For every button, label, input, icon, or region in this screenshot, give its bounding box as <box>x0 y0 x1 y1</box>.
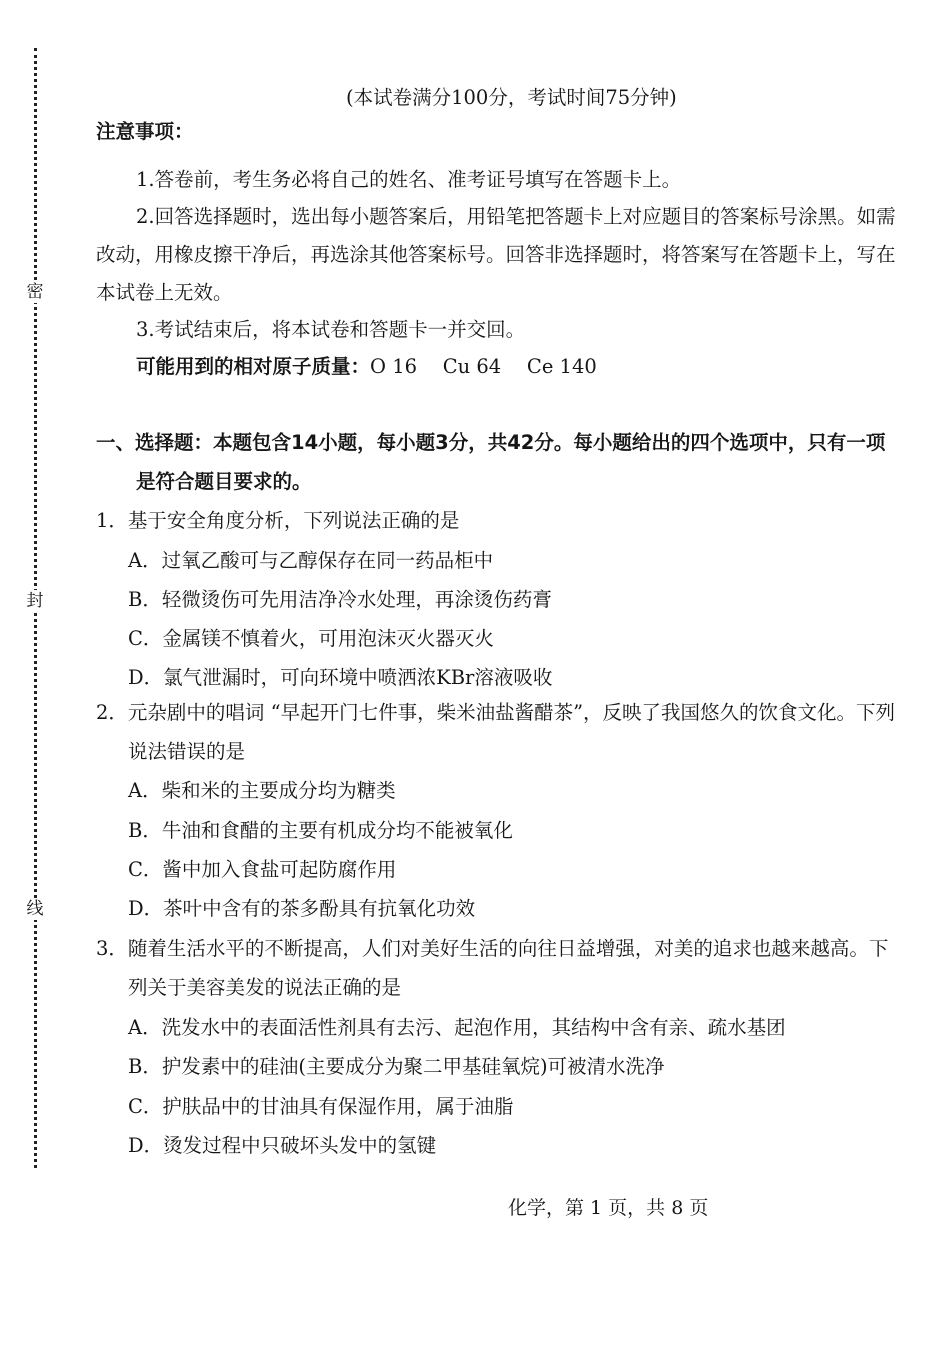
binding-mark-feng: 封 <box>23 590 47 612</box>
question-3-option-b: B．护发素中的硅油(主要成分为聚二甲基硅氧烷)可被清水洗净 <box>128 1055 665 1078</box>
question-2-stem-line-1: 2．元杂剧中的唱词 “早起开门七件事，柴米油盐酱醋茶”，反映了我国悠久的饮食文化。下列 <box>96 701 896 724</box>
question-2-option-b: B．牛油和食醋的主要有机成分均不能被氧化 <box>128 819 513 842</box>
notice-item-1: 1.答卷前，考生务必将自己的姓名、准考证号填写在答题卡上。 <box>136 168 682 191</box>
question-2-option-d: D．茶叶中含有的茶多酚具有抗氧化功效 <box>128 897 476 920</box>
binding-mark-mi: 密 <box>23 281 47 303</box>
section-heading-line-2: 是符合题目要求的。 <box>136 470 312 493</box>
notice-item-2-line-3: 本试卷上无效。 <box>96 281 233 304</box>
page-footer: 化学，第 1 页，共 8 页 <box>508 1197 709 1219</box>
notice-title: 注意事项： <box>96 120 194 143</box>
binding-mark-xian: 线 <box>23 898 47 920</box>
question-1-option-b: B．轻微烫伤可先用洁净冷水处理，再涂烫伤药膏 <box>128 588 552 611</box>
question-1-option-c: C．金属镁不慎着火，可用泡沫灭火器灭火 <box>128 627 494 650</box>
question-2-option-c: C．酱中加入食盐可起防腐作用 <box>128 858 397 881</box>
question-3-option-c: C．护肤品中的甘油具有保湿作用，属于油脂 <box>128 1095 514 1118</box>
atomic-mass-values: O 16 Cu 64 Ce 140 <box>370 355 597 378</box>
notice-item-2-line-1: 2.回答选择题时，选出每小题答案后，用铅笔把答题卡上对应题目的答案标号涂黑。如需 <box>136 205 896 228</box>
question-3-stem-line-2: 列关于美容美发的说法正确的是 <box>128 976 402 999</box>
question-2-option-a: A．柴和米的主要成分均为糖类 <box>128 779 396 802</box>
question-1-option-a: A．过氧乙酸可与乙醇保存在同一药品柜中 <box>128 549 494 572</box>
question-3-stem-line-1: 3．随着生活水平的不断提高，人们对美好生活的向往日益增强，对美的追求也越来越高。下 <box>96 937 889 960</box>
question-3-option-a: A．洗发水中的表面活性剂具有去污、起泡作用，其结构中含有亲、疏水基团 <box>128 1016 786 1039</box>
question-2-stem-line-2: 说法错误的是 <box>128 740 246 763</box>
question-1-option-d: D．氯气泄漏时，可向环境中喷洒浓KBr溶液吸收 <box>128 666 553 689</box>
atomic-mass-line <box>136 354 597 380</box>
exam-info: (本试卷满分100分，考试时间75分钟) <box>346 86 677 109</box>
question-3-option-d: D．烫发过程中只破坏头发中的氢键 <box>128 1134 437 1157</box>
question-1-stem: 1．基于安全角度分析，下列说法正确的是 <box>96 509 460 532</box>
section-heading-line-1: 一、选择题：本题包含14小题，每小题3分，共42分。每小题给出的四个选项中，只有一项 <box>96 431 886 454</box>
notice-item-2-line-2: 改动，用橡皮擦干净后，再选涂其他答案标号。回答非选择题时，将答案写在答题卡上，写在 <box>96 243 896 266</box>
notice-item-3: 3.考试结束后，将本试卷和答题卡一并交回。 <box>136 318 526 341</box>
atomic-mass-label: 可能用到的相对原子质量： <box>136 355 371 378</box>
